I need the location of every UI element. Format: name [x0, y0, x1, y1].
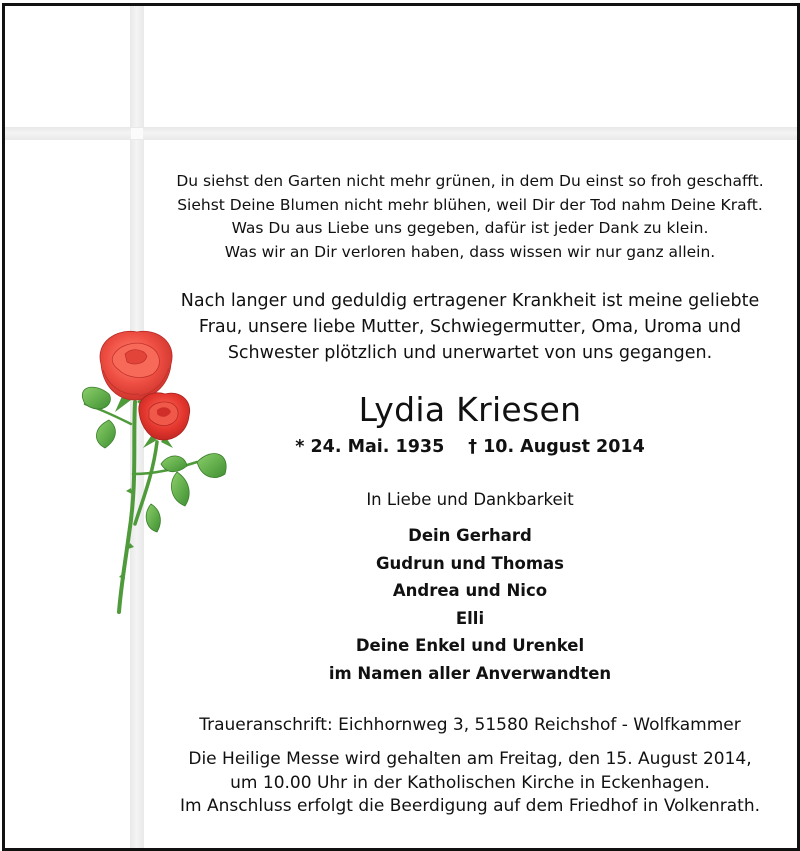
mourner: Elli [455, 608, 485, 628]
birth-date: * 24. Mai. 1935 [295, 437, 445, 457]
service-line: Die Heilige Messe wird gehalten am Freitag, den 15. August 2014, [188, 749, 752, 769]
cross-icon-center [131, 128, 143, 139]
announcement-line: Schwester plötzlich und unerwartet von uns gegangen. [227, 343, 713, 363]
service-line: Im Anschluss erfolgt die Beerdigung auf dem Friedhof in Volkenrath. [179, 796, 760, 816]
poem-line: Was Du aus Liebe uns gegeben, dafür ist jeder Dank zu klein. [231, 219, 709, 237]
mourner: Dein Gerhard [408, 526, 532, 545]
mourning-address: Traueranschrift: Eichhornweg 3, 51580 Reichshof - Wolfkammer [199, 715, 741, 735]
announcement-line: Frau, unsere liebe Mutter, Schwiegermutter, Oma, Uroma und [198, 317, 742, 337]
gratitude-line: In Liebe und Dankbarkeit [366, 490, 574, 509]
deceased-name: Lydia Kriesen [358, 390, 582, 429]
service-line: um 10.00 Uhr in der Katholischen Kirche in Eckenhagen. [230, 772, 710, 793]
poem-line: Du siehst den Garten nicht mehr grünen, in dem Du einst so froh geschafft. [176, 172, 764, 190]
funeral-service-info [155, 748, 785, 819]
announcement-line: Nach langer und geduldig ertragener Krankheit ist meine geliebte [180, 291, 760, 311]
mourner: im Namen aller Anverwandten [328, 663, 612, 683]
poem-line: Was wir an Dir verloren haben, dass wissen wir nur ganz allein. [224, 242, 716, 261]
death-date: † 10. August 2014 [468, 437, 645, 457]
cross-icon-horizontal-bar [5, 127, 797, 140]
mourners-list [155, 522, 785, 687]
mourner: Deine Enkel und Urenkel [355, 636, 585, 655]
announcement-text [155, 288, 785, 366]
mourner: Gudrun und Thomas [375, 553, 564, 573]
obituary-card [2, 3, 800, 851]
poem [155, 170, 785, 264]
mourner: Andrea und Nico [392, 581, 548, 600]
poem-line: Siehst Deine Blumen nicht mehr blühen, weil Dir der Tod nahm Deine Kraft. [177, 195, 763, 214]
life-dates [155, 434, 785, 460]
